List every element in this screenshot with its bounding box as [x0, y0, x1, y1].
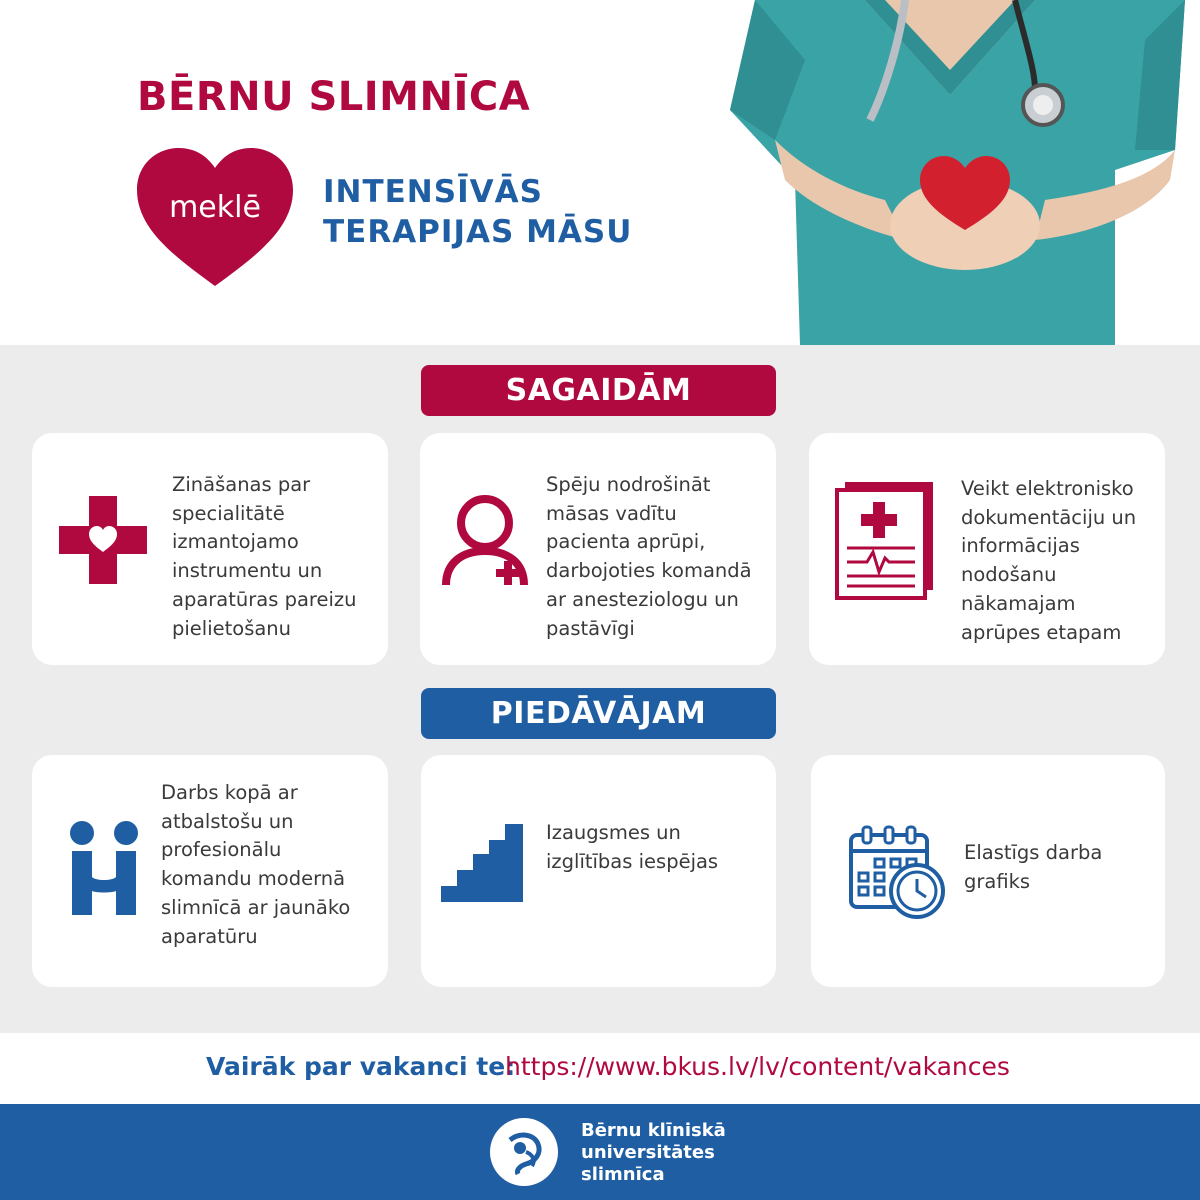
expect-card-2: [420, 433, 776, 665]
offer-card-1: [32, 755, 388, 987]
hero-section: [0, 0, 1200, 345]
offer-card-3: [811, 755, 1165, 987]
position-line-1: INTENSĪVĀS: [323, 174, 543, 210]
hospital-logo-icon: [490, 1118, 558, 1186]
heart-badge: [137, 148, 293, 288]
medical-record-icon: [833, 480, 937, 602]
offer-card-1-text: Darbs kopā ar atbalstošu un profesionālu komandu modernā slimnīcā ar jaunāko aparatūru: [161, 781, 351, 948]
vacancy-link-label: Vairāk par vakanci te:: [206, 1052, 516, 1081]
expect-card-1-text: Zināšanas par specialitātē izmantojamo instrumentu un aparatūras pareizu pielietošanu: [172, 473, 357, 640]
organization-name-line-1: Bērnu klīniskā: [581, 1120, 726, 1141]
nurse-photo: [715, 0, 1200, 345]
expect-card-3-text: Veikt elektronisko dokumentāciju un informācijas nodošanu nākamajam aprūpes etapam: [961, 477, 1137, 644]
brand-title: BĒRNU SLIMNĪCA: [137, 74, 531, 120]
nurse-person-icon: [440, 493, 530, 589]
position-line-2: TERAPIJAS MĀSU: [323, 214, 633, 250]
heart-label: meklē: [169, 190, 261, 225]
expect-card-3: [809, 433, 1165, 665]
team-people-icon: [70, 821, 138, 917]
expect-section-title: SAGAIDĀM: [421, 365, 776, 416]
stairs-growth-icon: [441, 824, 523, 902]
organization-name-line-2: universitātes: [581, 1142, 715, 1163]
organization-name-line-3: slimnīca: [581, 1164, 665, 1185]
offer-card-3-text: Elastīgs darba grafiks: [964, 841, 1103, 893]
expect-card-2-text: Spēju nodrošināt māsas vadītu pacienta aprūpi, darbojoties komandā ar anesteziologu un pastāvīgi: [546, 473, 752, 640]
calendar-clock-icon: [849, 825, 947, 921]
position-title: [323, 172, 632, 252]
vacancy-link[interactable]: https://www.bkus.lv/lv/content/vakances: [505, 1052, 1010, 1081]
offer-section-title: PIEDĀVĀJAM: [421, 688, 776, 739]
offer-card-2-text: Izaugsmes un izglītības iespējas: [546, 821, 719, 873]
offer-card-2: [421, 755, 776, 987]
organization-name: [581, 1120, 726, 1186]
expect-card-1: [32, 433, 388, 665]
medical-cross-heart-icon: [59, 496, 147, 584]
